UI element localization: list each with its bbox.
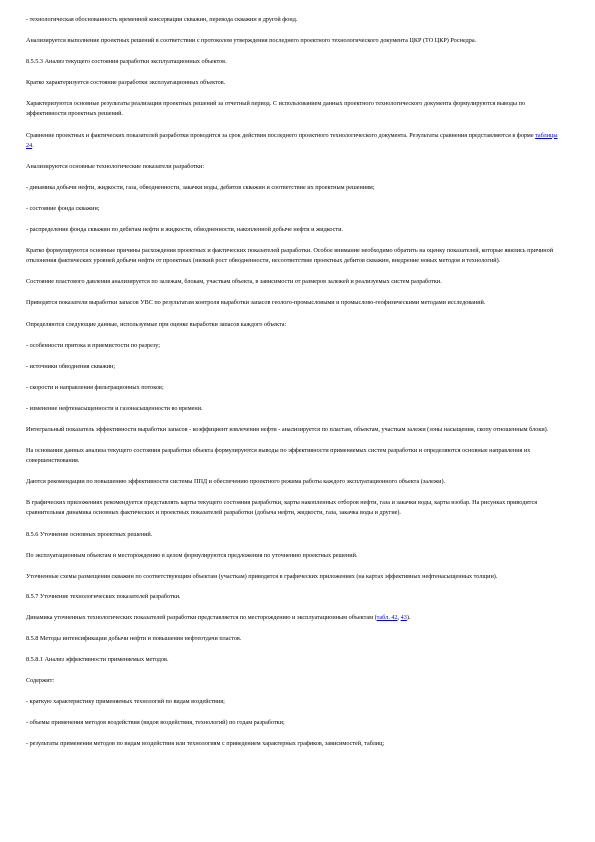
paragraph-text: ). [406,613,411,621]
paragraph: Интегральный показатель эффективности выработки запасов - коэффициент извлечения нефти - анализируется по пластам, объектам, участкам залежи (зоны насыщения, скопу отношенным блоки). [26,425,549,433]
section-heading: 8.5.6 Уточнение основных проектных решений. [26,530,153,538]
paragraph: Анализируются основные технологические показатели разработки: [26,162,205,170]
list-item: - динамика добычи нефти, жидкости, газа, обводненности, закачки воды, дебитов скважин и соответствие их проектным решениям; [26,183,375,191]
list-item: - изменение нефтенасыщенности и газонасыщенности во времени. [26,404,203,412]
paragraph: В графических приложениях рекомендуется представлять карты текущего состояния разработки, карты накопленных отборов нефти, газа и закачки воды, карты изобар. На рисунках приводится сравнительная динамика основных фактических и проектных показателей разработки (добыча нефти, жидкости, газа, закачка воды и другие). [26,499,538,517]
paragraph: По эксплуатационным объектам и месторождению в целом формулируются предложения по уточнению проектных решений. [26,551,358,559]
paragraph: Приводятся показатели выработки запасов УВС по результатам контроля выработки запасов геолого-промысловыми и промыслово-геофизическими методами исследований. [26,299,486,307]
table-24-link[interactable]: таблицы 24 [26,131,558,149]
paragraph: Даются рекомендации по повышению эффективности системы ППД и обеспечению проектного режима работы каждого эксплуатационного объекта (залежи). [26,478,446,486]
section-heading: 8.5.8.1 Анализ эффективности применяемых методов. [26,656,169,664]
paragraph-text: , [397,613,401,621]
paragraph-text: Сравнение проектных и фактических показателей разработки проводится за срок действия последнего проектного технологического документа. Результаты сравнения представляются в форме [26,131,536,139]
section-heading: 8.5.5.3 Анализ текущего состояния разработки эксплуатационных объектов. [26,58,227,66]
paragraph: Кратко формулируются основные причины расхождения проектных и фактических показателей разработки. Особое внимание необходимо обратить на оценку показателей, которые явились причиной отклонения фактических уровней добычи нефти от проектных (низкий рост обводненности, несоответствие проектных дебитов скважин, внедрение новых методов и технологий). [26,247,554,265]
paragraph: На основании данных анализа текущего состояния разработки объекта формулируются выводы по эффективности применяемых систем разработки и определяются основные направления их совершенствования. [26,447,531,465]
list-item: - результаты применения методов по видам воздействия или технологиям с приведением характерных графиков, зависимостей, таблиц; [26,740,385,748]
paragraph-text: . [32,141,34,149]
paragraph: Определяются следующие данные, используемые при оценке выработки запасов каждого объекта: [26,320,287,328]
paragraph: Состояние пластового давления анализируется по залежам, блокам, участкам объекта, в зависимости от размеров залежей и реализуемых систем разработки. [26,278,442,286]
list-item: - распределение фонда скважин по дебитам нефти и жидкости, обводненности, накопленной добыче нефти и жидкости. [26,226,343,234]
paragraph: Анализируется выполнение проектных решений в соответствии с протоколом утверждения последнего проектного технологического документа ЦКР (ТО ЦКР) Роснедра. [26,37,477,45]
table-42-link[interactable]: табл. 42 [376,613,398,621]
table-43-link[interactable]: 43 [400,613,407,621]
list-item: - состояние фонда скважин; [26,204,100,212]
paragraph: Характеризуются основные результаты реализации проектных решений за отчетный период. С использованием данных проектного технологического документа формулируются выводы по эффективности проектных решений. [26,100,526,118]
section-heading: 8.5.8 Методы интенсификации добычи нефти и повышения нефтеотдачи пластов. [26,635,242,642]
list-item: - краткую характеристику применяемых технологий по видам воздействия; [26,698,225,706]
list-item: - особенности притока и приемистости по разрезу; [26,341,160,349]
document-page [26,15,558,750]
paragraph-text: Динамика уточненных технологических показателей разработки представляется по месторождению и эксплуатационным объектам ( [26,613,377,621]
paragraph: Содержит: [26,677,55,685]
paragraph: Уточненные схемы размещения скважин по соответствующим объектам (участкам) приводятся в графических приложениях (на картах эффективных нефтенасыщенных толщин). [26,572,498,580]
paragraph [26,131,558,151]
list-item: - источники обводнения скважин; [26,362,116,370]
paragraph: - технологическая обоснованность временной консервации скважин, перевода скважин в другой фонд. [26,16,298,23]
list-item: - объемы применения методов воздействия (видов воздействия, технологий) по годам разработки; [26,719,285,727]
paragraph: Кратко характеризуется состояние разработки эксплуатационных объектов. [26,79,226,87]
list-item: - скорости и направления фильтрационных потоков; [26,383,164,391]
section-heading: 8.5.7 Уточнение технологических показателей разработки. [26,592,181,600]
paragraph [26,613,558,623]
